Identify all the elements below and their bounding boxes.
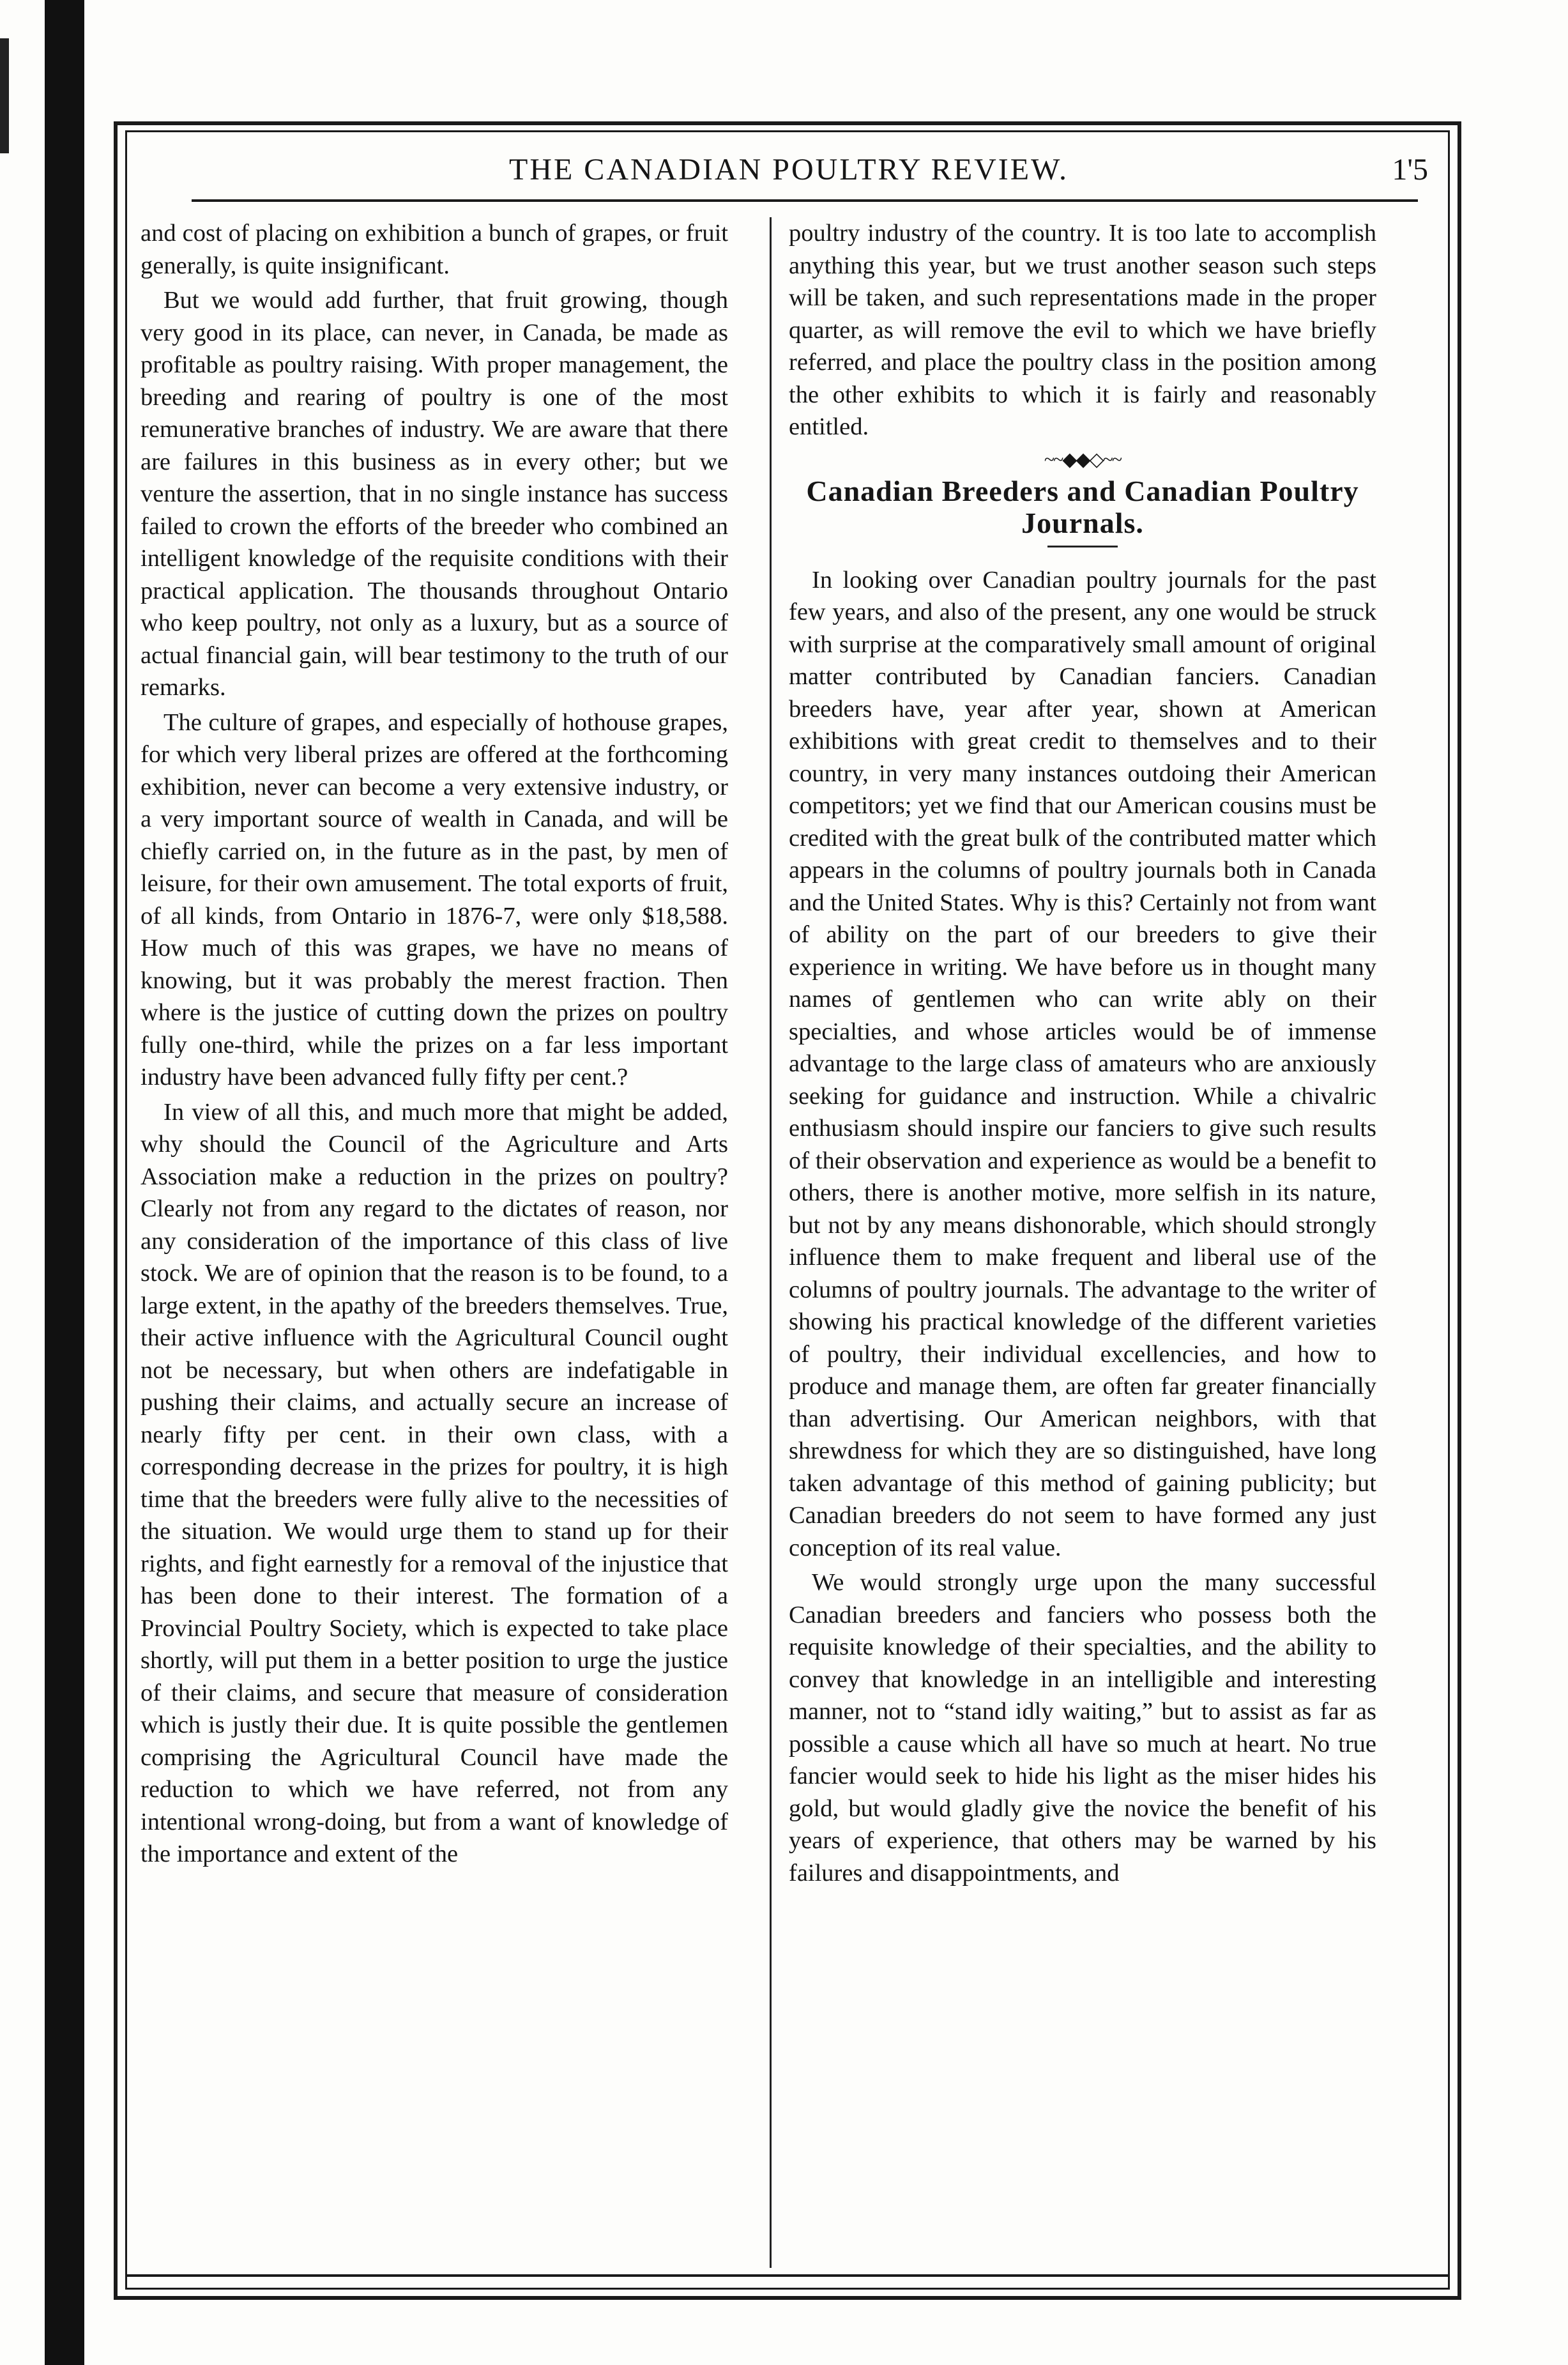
footer-rule [125, 2274, 1450, 2277]
section-title-line: Journals. [1021, 506, 1144, 539]
paragraph: and cost of placing on exhibition a bunch of grapes, or fruit generally, is quite insignificant. [141, 220, 728, 279]
column-divider [770, 217, 772, 2268]
title-rule [1047, 546, 1118, 547]
left-column [141, 217, 728, 1873]
section-ornament: ~~◆◆◇~~ [1044, 448, 1122, 470]
paragraph: But we would add further, that fruit growing, though very good in its place, can never, in Canada, be made as profitable as poultry raising. With proper management, the breeding and rearing of poultry is one of the most remunerative branches of industry. We are aware that there are failures in this business as in every other; but we venture the assertion, that in no single instance has success failed to crown the efforts of the breeder who combined an intelligent knowledge of the requisite conditions with their practical application. The thousands throughout Ontario who keep poultry, not only as a luxury, but as a source of actual financial gain, will bear testimony to the truth of our remarks. [141, 287, 728, 701]
paragraph: The culture of grapes, and especially of hothouse grapes, for which very liberal prizes are offered at the forthcoming exhibition, never can become a very extensive industry, or a very important source of wealth in Canada, and will be chiefly carried on, in the future as in the past, by men of leisure, for their own amusement. The total exports of fruit, of all kinds, from Ontario in 1876-7, were only $18,588. How much of this was grapes, we have no means of knowing, but it was probably the merest fraction. Then where is the justice of cutting down the prizes on poultry fully one-third, while the prizes on a far less important industry have been advanced fully fifty per cent.? [141, 708, 728, 1091]
right-column [789, 217, 1376, 1892]
paragraph: We would strongly urge upon the many successful Canadian breeders and fanciers who possess both the requisite knowledge of their specialties, and the ability to convey that knowledge in an intelligible and interesting manner, not to “stand idly waiting,” but to assist as far as possible a cause which all have so much at heart. No true fancier would seek to hide his light as the miser hides his gold, but would gladly give the novice the benefit of his years of experience, that others may be warned by his failures and disappointments, and [789, 1569, 1376, 1887]
paragraph: poultry industry of the country. It is too late to accomplish anything this year, but we trust another season such steps will be taken, and such representations made in the proper quarter, as will remove the evil to which we have briefly referred, and place the poultry class in the position among the other exhibits to which it is fairly and reasonably entitled. [789, 220, 1376, 440]
section-title-line: Canadian Breeders and Canadian Poultry [806, 474, 1359, 507]
scan-edge-bar [45, 0, 84, 2365]
paragraph: In view of all this, and much more that might be added, why should the Council of the Agriculture and Arts Association make a reduction in the prizes on poultry? Clearly not from any regard to the dictates of reason, nor any consideration of the importance of this class of live stock. We are of opinion that the reason is to be found, to a large extent, in the apathy of the breeders themselves. True, their active influence with the Agricultural Council ought not be necessary, but when others are indefatigable in pushing their claims, and actually secure an increase of nearly fifty per cent. in their own class, with a corresponding decrease in the prizes for poultry, it is high time that the breeders were fully alive to the necessities of the situation. We would urge them to stand up for their rights, and fight earnestly for a removal of the injustice that has been done to their interest. The formation of a Provincial Poultry Society, which is expected to take place shortly, will put them in a better position to urge the justice of their claims, and secure that measure of consideration which is justly their due. It is quite possible the gentlemen comprising the Agricultural Council have made the reduction to which we have referred, not from any intentional wrong-doing, but from a want of knowledge of the importance and extent of the [141, 1098, 728, 1867]
journal-title: THE CANADIAN POULTRY REVIEW. [509, 153, 1069, 187]
section-title [789, 475, 1376, 539]
page-header [134, 152, 1443, 203]
page-number: 1'5 [1392, 153, 1428, 187]
header-rule [192, 199, 1418, 202]
scan-edge-mark [0, 38, 9, 153]
paragraph: In looking over Canadian poultry journals for the past few years, and also of the present, any one would be struck with surprise at the comparatively small amount of original matter contributed by Canadian fanciers. Canadian breeders have, year after year, shown at American exhibitions with great credit to themselves and to their country, in very many instances outdoing their American competitors; yet we find that our American cousins must be credited with the great bulk of the contributed matter which appears in the columns of poultry journals both in Canada and the United States. Why is this? Certainly not from want of ability on the part of our breeders to give their experience in writing. We have before us in thought many names of gentlemen who can write ably on their specialties, and whose articles would be of immense advantage to the large class of amateurs who are anxiously seeking for guidance and instruction. While a chivalric enthusiasm should inspire our fanciers to give such results of their observation and experience as would be a benefit to others, there is another motive, more selfish in its nature, but not by any means dishonorable, which should strongly influence them to make frequent and liberal use of the columns of poultry journals. The advantage to the writer of showing his practical knowledge of the different varieties of poultry, their individual excellencies, and how to produce and manage them, are often far greater financially than advertising. Our American neighbors, with that shrewdness for which they are so distinguished, have long taken advantage of this method of gaining publicity; but Canadian breeders do not seem to have formed any just conception of its real value. [789, 566, 1376, 1561]
